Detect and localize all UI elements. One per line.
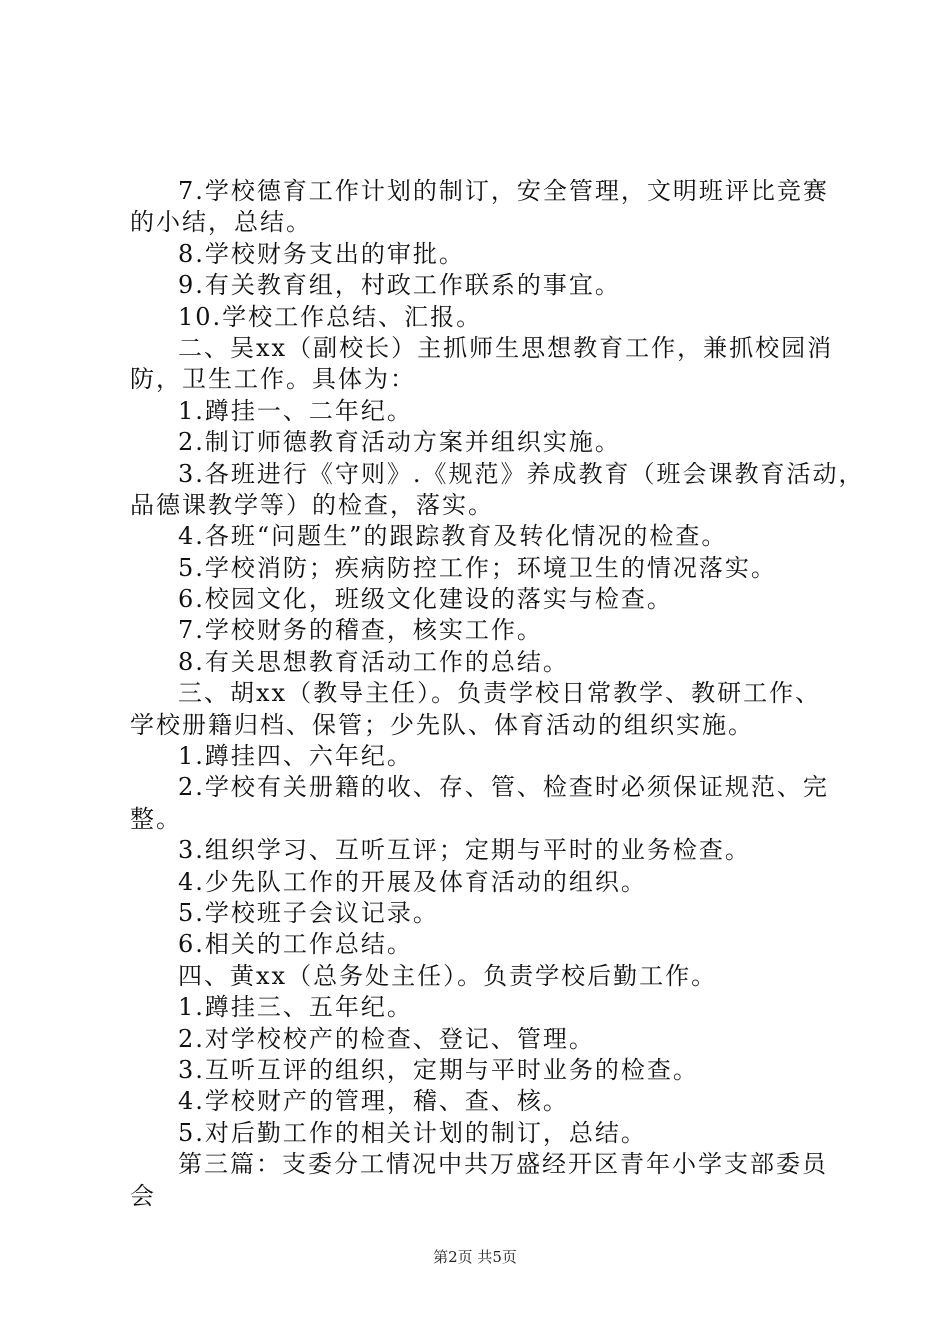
document-body (130, 176, 865, 1212)
text-line: 10.学校工作总结、汇报。 (178, 302, 483, 331)
text-line: 5.学校消防；疾病防控工作；环境卫生的情况落实。 (178, 553, 777, 582)
text-line: 8.学校财务支出的审批。 (178, 239, 465, 268)
text-line: 5.学校班子会议记录。 (178, 898, 439, 927)
text-line: 第三篇：支委分工情况中共万盛经开区青年小学支部委员 (178, 1150, 828, 1179)
text-line: 二、吴xx（副校长）主抓师生思想教育工作，兼抓校园消 (178, 333, 834, 362)
text-line: 9.有关教育组，村政工作联系的事宜。 (178, 271, 621, 300)
page-footer: 第2页 共5页 (433, 1248, 517, 1266)
text-line: 品德课教学等）的检查，落实。 (130, 490, 494, 519)
text-line: 6.相关的工作总结。 (178, 930, 413, 959)
text-line: 2.制订师德教育活动方案并组织实施。 (178, 428, 621, 457)
text-line: 会 (130, 1181, 156, 1210)
text-line: 三、胡xx（教导主任）。负责学校日常教学、教研工作、 (178, 679, 822, 708)
text-line: 四、黄xx（总务处主任）。负责学校后勤工作。 (178, 961, 718, 990)
text-line: 防，卫生工作。具体为： (130, 365, 416, 394)
text-line: 学校册籍归档、保管；少先队、体育活动的组织实施。 (130, 710, 754, 739)
text-line: 7.学校德育工作计划的制订，安全管理，文明班评比竞赛 (178, 177, 829, 205)
text-line: 4.各班“问题生”的跟踪教育及转化情况的检查。 (178, 522, 728, 551)
text-line: 1.蹲挂一、二年纪。 (178, 396, 413, 425)
text-line: 7.学校财务的稽查，核实工作。 (178, 616, 543, 645)
text-line: 6.校园文化，班级文化建设的落实与检查。 (178, 585, 673, 614)
text-line: 的小结，总结。 (130, 208, 312, 237)
text-line: 8.有关思想教育活动工作的总结。 (178, 647, 569, 676)
text-line: 5.对后勤工作的相关计划的制订，总结。 (178, 1118, 647, 1147)
text-line: 1.蹲挂三、五年纪。 (178, 993, 413, 1022)
text-line: 4.学校财产的管理，稽、查、核。 (178, 1087, 569, 1116)
text-line: 3.互听互评的组织，定期与平时业务的检查。 (178, 1055, 699, 1084)
text-line: 2.对学校校产的检查、登记、管理。 (178, 1024, 595, 1053)
text-line: 3.组织学习、互听互评；定期与平时的业务检查。 (178, 836, 751, 865)
text-line: 2.学校有关册籍的收、存、管、检查时必须保证规范、完 (178, 773, 829, 802)
text-line: 1.蹲挂四、六年纪。 (178, 742, 413, 771)
text-line: 3.各班进行《守则》.《规范》养成教育（班会课教育活动， (178, 459, 865, 488)
text-line: 4.少先队工作的开展及体育活动的组织。 (178, 867, 647, 896)
text-line: 整。 (130, 804, 182, 833)
